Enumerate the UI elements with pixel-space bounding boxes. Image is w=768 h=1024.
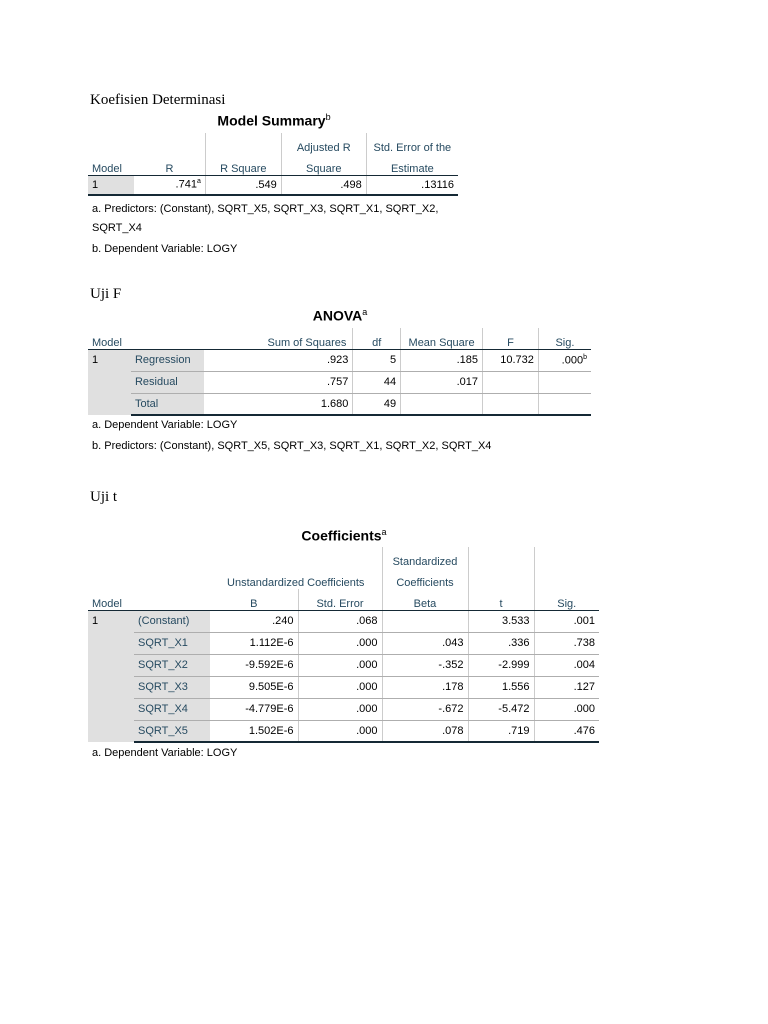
coef-row-label: SQRT_X3 bbox=[134, 676, 210, 698]
anova-row-sig-sup: b bbox=[583, 353, 587, 361]
coef-title bbox=[90, 527, 598, 544]
coef-row-sig: .000 bbox=[534, 698, 599, 720]
ms-header-r-square: R Square bbox=[205, 154, 281, 175]
coef-header-model: Model bbox=[88, 589, 134, 610]
coef-row-b: -9.592E-6 bbox=[210, 654, 298, 676]
ms-row-model: 1 bbox=[88, 175, 134, 195]
coef-row-b: 1.502E-6 bbox=[210, 720, 298, 742]
coef-row-t: 3.533 bbox=[468, 610, 534, 632]
ms-header-r: R bbox=[134, 154, 205, 175]
coef-row-beta: .043 bbox=[382, 632, 468, 654]
coef-row-label: SQRT_X4 bbox=[134, 698, 210, 720]
anova-row-ms bbox=[401, 393, 483, 415]
coef-row-sig: .004 bbox=[534, 654, 599, 676]
coef-row-b: -4.779E-6 bbox=[210, 698, 298, 720]
coef-header-beta: Beta bbox=[382, 589, 468, 610]
anova-header-df: df bbox=[353, 328, 401, 349]
table-row bbox=[88, 632, 599, 654]
coef-row-beta: .178 bbox=[382, 676, 468, 698]
coef-title-text: Coefficients bbox=[301, 527, 382, 544]
coef-header-se: Std. Error bbox=[298, 589, 382, 610]
coefficients-table bbox=[88, 547, 599, 743]
anova-header-sig: Sig. bbox=[538, 328, 591, 349]
coef-row-se: .000 bbox=[298, 720, 382, 742]
anova-header-model: Model bbox=[88, 328, 131, 349]
anova-row-f: 10.732 bbox=[482, 349, 538, 371]
coef-row-beta: -.352 bbox=[382, 654, 468, 676]
coef-row-t: 1.556 bbox=[468, 676, 534, 698]
table-row bbox=[88, 349, 591, 371]
model-summary-title-text: Model Summary bbox=[217, 112, 326, 129]
anova-model-no: 1 bbox=[88, 349, 131, 415]
coef-row-label: SQRT_X5 bbox=[134, 720, 210, 742]
coef-row-se: .068 bbox=[298, 610, 382, 632]
ms-header-se-line1: Std. Error of the bbox=[366, 133, 458, 154]
anova-row-ss: .923 bbox=[204, 349, 353, 371]
ms-note-b: b. Dependent Variable: LOGY bbox=[92, 243, 238, 255]
anova-row-sig bbox=[538, 371, 591, 393]
coef-row-beta: -.672 bbox=[382, 698, 468, 720]
coef-title-sup: a bbox=[381, 527, 387, 537]
coef-row-sig: .001 bbox=[534, 610, 599, 632]
coef-row-t: .336 bbox=[468, 632, 534, 654]
ms-row-r bbox=[134, 175, 205, 195]
table-row bbox=[88, 720, 599, 742]
anova-row-df: 49 bbox=[353, 393, 401, 415]
coef-row-label: SQRT_X1 bbox=[134, 632, 210, 654]
coef-row-se: .000 bbox=[298, 676, 382, 698]
table-row bbox=[88, 610, 599, 632]
coef-note-a: a. Dependent Variable: LOGY bbox=[92, 747, 238, 759]
coef-row-b: .240 bbox=[210, 610, 298, 632]
anova-row-sig bbox=[538, 349, 591, 371]
ms-row-r-value: .741 bbox=[175, 179, 197, 192]
section-heading-uji-f: Uji F bbox=[90, 286, 122, 302]
anova-row-label: Residual bbox=[131, 371, 204, 393]
coef-row-t: -2.999 bbox=[468, 654, 534, 676]
anova-row-ms: .017 bbox=[401, 371, 483, 393]
anova-header-ms: Mean Square bbox=[401, 328, 483, 349]
coef-row-beta: .078 bbox=[382, 720, 468, 742]
table-row bbox=[88, 393, 591, 415]
coef-header-sig: Sig. bbox=[534, 589, 599, 610]
anova-row-label: Regression bbox=[131, 349, 204, 371]
anova-row-ss: 1.680 bbox=[204, 393, 353, 415]
table-row bbox=[88, 676, 599, 698]
ms-note-a: a. Predictors: (Constant), SQRT_X5, SQRT_X3, SQRT_X1, SQRT_X2, bbox=[92, 203, 439, 215]
ms-header-adj-line1: Adjusted R bbox=[281, 133, 366, 154]
coef-row-beta bbox=[382, 610, 468, 632]
coef-row-sig: .738 bbox=[534, 632, 599, 654]
coef-row-label: (Constant) bbox=[134, 610, 210, 632]
anova-title-sup: a bbox=[362, 307, 368, 317]
coef-header-unstd: Unstandardized Coefficients bbox=[227, 577, 365, 589]
coef-row-sig: .127 bbox=[534, 676, 599, 698]
ms-row-r-sup: a bbox=[196, 178, 201, 186]
table-row bbox=[88, 698, 599, 720]
ms-header-se-line2: Estimate bbox=[366, 154, 458, 175]
anova-table bbox=[88, 328, 591, 416]
anova-title bbox=[90, 307, 590, 324]
ms-note-a-cont: SQRT_X4 bbox=[92, 222, 142, 234]
coef-row-b: 1.112E-6 bbox=[210, 632, 298, 654]
anova-note-a: a. Dependent Variable: LOGY bbox=[92, 419, 238, 431]
model-summary-title bbox=[90, 112, 458, 129]
section-heading-koefisien: Koefisien Determinasi bbox=[90, 92, 226, 108]
coef-header-std-line1: Standardized bbox=[382, 547, 468, 568]
coef-row-se: .000 bbox=[298, 632, 382, 654]
anova-row-ms: .185 bbox=[401, 349, 483, 371]
anova-row-f bbox=[482, 371, 538, 393]
coef-header-t: t bbox=[468, 589, 534, 610]
ms-header-adj-line2: Square bbox=[281, 154, 366, 175]
table-row bbox=[88, 654, 599, 676]
coef-row-sig: .476 bbox=[534, 720, 599, 742]
ms-row-r-square: .549 bbox=[205, 175, 281, 195]
anova-row-f bbox=[482, 393, 538, 415]
coef-header-b: B bbox=[210, 589, 298, 610]
coef-row-se: .000 bbox=[298, 654, 382, 676]
coef-row-label: SQRT_X2 bbox=[134, 654, 210, 676]
anova-row-df: 44 bbox=[353, 371, 401, 393]
model-summary-title-sup: b bbox=[325, 112, 331, 122]
coef-row-se: .000 bbox=[298, 698, 382, 720]
anova-row-df: 5 bbox=[353, 349, 401, 371]
ms-row-adj: .498 bbox=[281, 175, 366, 195]
anova-row-sig bbox=[538, 393, 591, 415]
anova-row-sig-value: .000 bbox=[561, 354, 584, 367]
model-summary-table bbox=[88, 133, 458, 196]
section-heading-uji-t: Uji t bbox=[90, 489, 118, 505]
anova-row-label: Total bbox=[131, 393, 204, 415]
coef-row-t: -5.472 bbox=[468, 698, 534, 720]
ms-header-model: Model bbox=[88, 154, 134, 175]
coef-model-no: 1 bbox=[88, 610, 134, 742]
coef-row-t: .719 bbox=[468, 720, 534, 742]
anova-row-ss: .757 bbox=[204, 371, 353, 393]
anova-note-b: b. Predictors: (Constant), SQRT_X5, SQRT_X3, SQRT_X1, SQRT_X2, SQRT_X4 bbox=[92, 440, 492, 452]
anova-title-text: ANOVA bbox=[312, 307, 363, 324]
table-row bbox=[88, 371, 591, 393]
ms-row-se: .13116 bbox=[366, 175, 458, 195]
coef-row-b: 9.505E-6 bbox=[210, 676, 298, 698]
anova-header-ss: Sum of Squares bbox=[204, 328, 353, 349]
anova-header-f: F bbox=[482, 328, 538, 349]
coef-header-std-line2: Coefficients bbox=[382, 568, 468, 589]
